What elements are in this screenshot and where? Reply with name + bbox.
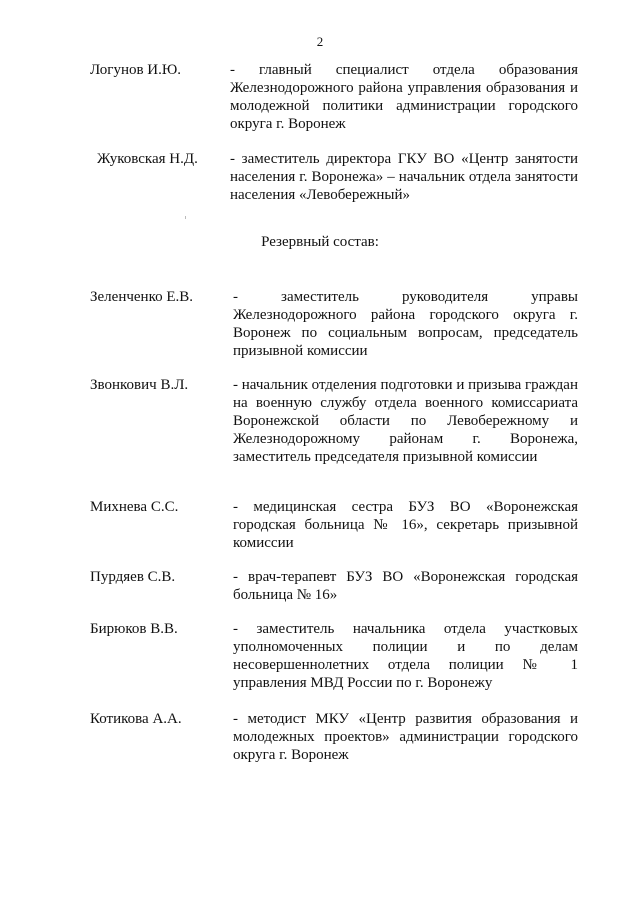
member-role: - врач-терапевт БУЗ ВО «Воронежская городская больница № 16»	[233, 569, 578, 603]
member-role: - медицинская сестра БУЗ ВО «Воронежская городская больница № 16», секретарь призывной комиссии	[233, 499, 578, 551]
scan-mark	[185, 216, 186, 219]
member-name: Зеленченко Е.В.	[90, 289, 194, 305]
page-number: 2	[316, 34, 324, 49]
member-role: - начальник отделения подготовки и призыва граждан на военную службу отдела военного комиссариата Воронежской области по Левобережному и Железнодорожному районам г. Воронежа, заместитель председателя призывной комиссии	[233, 377, 578, 465]
member-name: Михнева С.С.	[90, 499, 179, 515]
member-role: - заместитель руководителя управы Железнодорожного района городского округа г. Воронеж по социальным вопросам, председатель призывной комиссии	[233, 289, 578, 359]
member-role: - заместитель начальника отдела участковых уполномоченных полиции и по делам несовершеннолетних отдела полиции № 1 управления МВД России по г. Воронежу	[233, 621, 578, 691]
member-role: - главный специалист отдела образования Железнодорожного района управления образования и молодежной политики администрации городского округа г. Воронеж	[230, 62, 578, 132]
member-name: Жуковская Н.Д.	[97, 151, 198, 167]
member-name: Пурдяев С.В.	[90, 569, 176, 585]
member-name: Звонкович В.Л.	[90, 377, 189, 393]
reserve-section-title: Резервный состав:	[261, 234, 379, 250]
member-role: - методист МКУ «Центр развития образования и молодежных проектов» администрации городского округа г. Воронеж	[233, 711, 578, 763]
member-role: - заместитель директора ГКУ ВО «Центр занятости населения г. Воронежа» – начальник отдела занятости населения «Левобережный»	[230, 151, 578, 203]
member-name: Логунов И.Ю.	[90, 62, 182, 78]
member-name: Бирюков В.В.	[90, 621, 178, 637]
member-name: Котикова А.А.	[90, 711, 182, 727]
